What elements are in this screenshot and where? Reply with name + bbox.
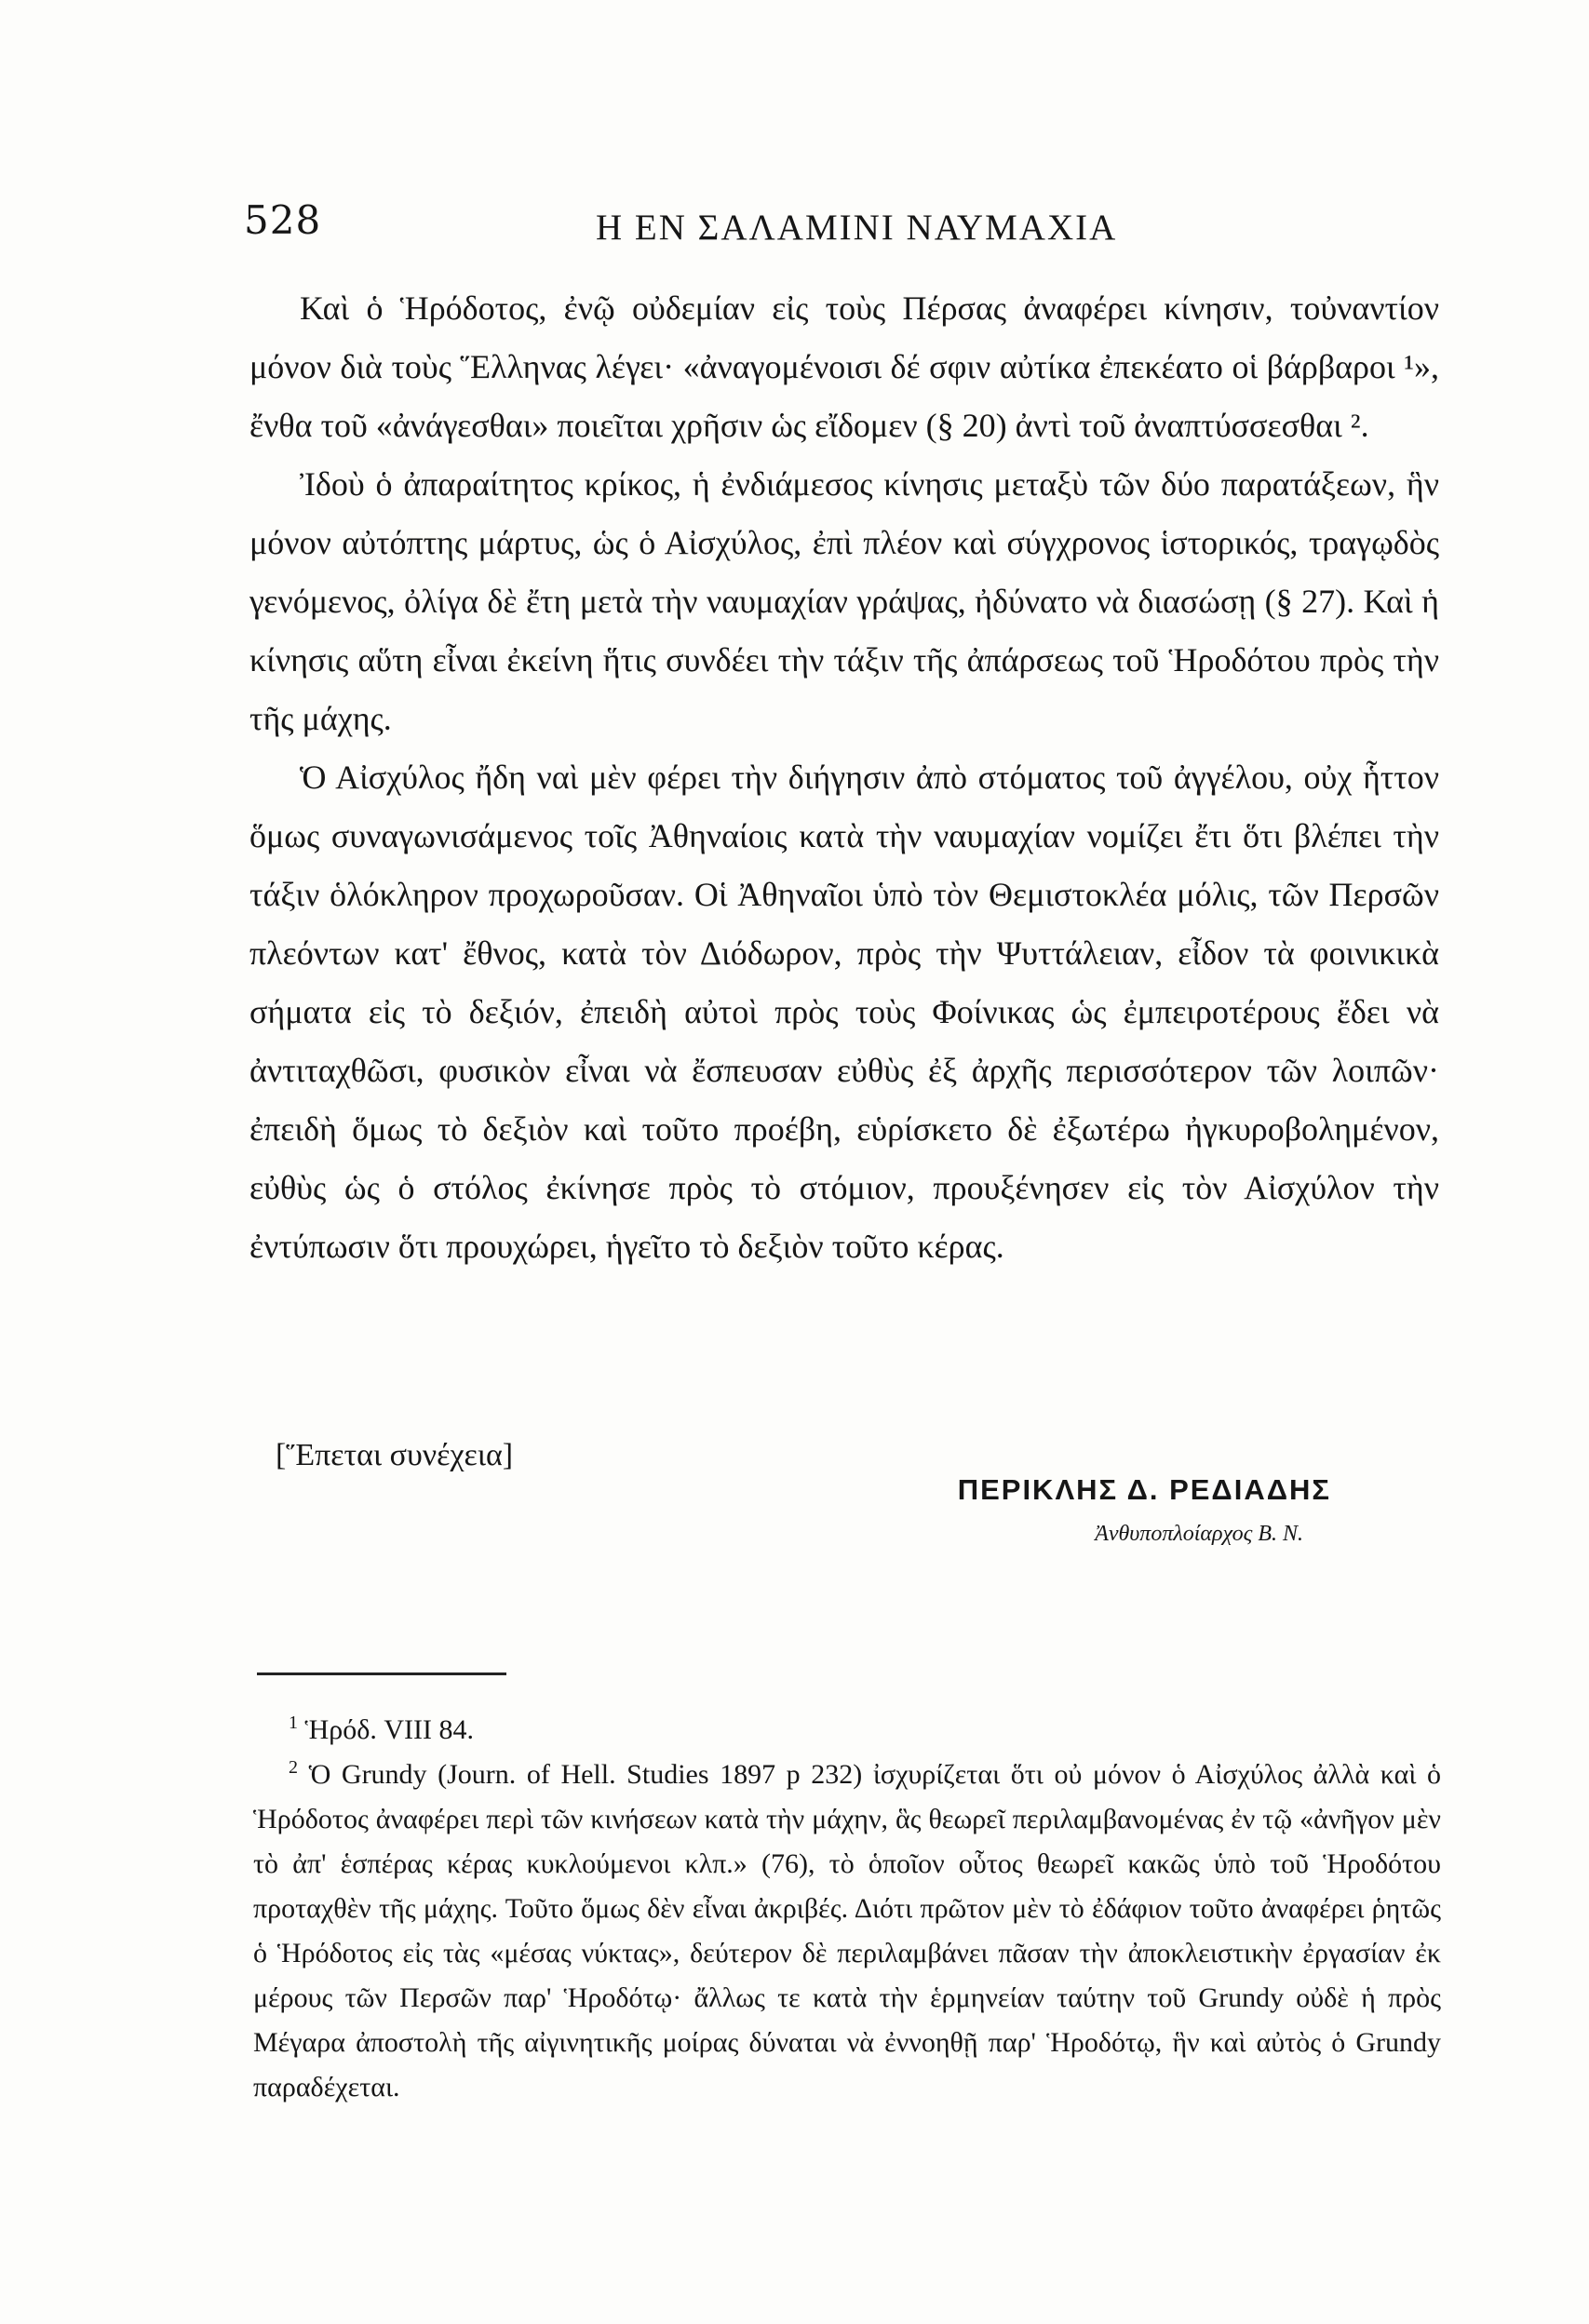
footnote-text: Ὁ Grundy (Journ. of Hell. Studies 1897 p 232) ἰσχυρίζεται ὅτι οὐ μόνον ὁ Αἰσχύλος ἀλλὰ καὶ ὁ Ἡρόδοτος ἀναφέρει περὶ τῶν κινήσεων κατὰ τὴν μάχην, ἃς θεωρεῖ περιλαμβανομένας ἐν τῷ «ἀνῆγον μὲν τὸ ἀπ' ἑσπέρας κέρας κυκλούμενοι κλπ.» (76), τὸ ὁποῖον οὗτος θεωρεῖ κακῶς ὑπὸ τοῦ Ἡροδότου προταχθὲν τῆς μάχης. Τοῦτο ὅμως δὲν εἶναι ἀκριβές. Διότι πρῶτον μὲν τὸ ἐδάφιον τοῦτο ἀναφέρει ῥητῶς ὁ Ἡρόδοτος εἰς τὰς «μέσας νύκτας», δεύτερον δὲ περιλαμβάνει πᾶσαν τὴν ἀποκλειστικὴν ἐργασίαν ἐκ μέρους τῶν Περσῶν παρ' Ἡροδότῳ· ἄλλως τε κατὰ τὴν ἑρμηνείαν ταύτην τοῦ Grundy οὐδὲ ἡ πρὸς Μέγαρα ἀποστολὴ τῆς αἰγινητικῆς μοίρας δύναται νὰ ἐννοηθῇ παρ' Ἡροδότῳ, ἣν καὶ αὐτὸς ὁ Grundy παραδέχεται. [253,1759,1442,2102]
author-rank: Ἀνθυποπλοίαρχος Β. Ν. [1095,1522,1303,1546]
body-text [249,279,1439,1276]
footnote [253,1708,1441,1753]
footnote-text: Ἡρόδ. VIII 84. [304,1714,475,1745]
footnote [253,1753,1441,2110]
footnotes [253,1708,1441,2110]
page-number: 528 [244,197,322,243]
footnote-divider [257,1672,506,1675]
author-name: ΠΕΡΙΚΛΗΣ Δ. ΡΕΔΙΑΔΗΣ [957,1473,1331,1506]
footnote-mark: 2 [289,1757,298,1778]
paragraph: Καὶ ὁ Ἡρόδοτος, ἐνῷ οὐδεμίαν εἰς τοὺς Πέρσας ἀναφέρει κίνησιν, τοὐναντίον μόνον διὰ τοὺς Ἕλληνας λέγει· «ἀναγομένοισι δέ σφιν αὐτίκα ἐπεκέατο οἱ βάρβαροι ¹», ἔνθα τοῦ «ἀνάγεσθαι» ποιεῖται χρῆσιν ὡς εἴδομεν (§ 20) ἀντὶ τοῦ ἀναπτύσσεσθαι ². [249,289,1439,444]
paragraph: Ὁ Αἰσχύλος ἤδη ναὶ μὲν φέρει τὴν διήγησιν ἀπὸ στόματος τοῦ ἀγγέλου, οὐχ ἧττον ὅμως συναγωνισάμενος τοῖς Ἀθηναίοις κατὰ τὴν ναυμαχίαν νομίζει ἔτι ὅτι βλέπει τὴν τάξιν ὁλόκληρον προχωροῦσαν. Οἱ Ἀθηναῖοι ὑπὸ τὸν Θεμιστοκλέα μόλις, τῶν Περσῶν πλεόντων κατ' ἔθνος, κατὰ τὸν Διόδωρον, πρὸς τὴν Ψυττάλειαν, εἶδον τὰ φοινικικὰ σήματα εἰς τὸ δεξιόν, ἐπειδὴ αὐτοὶ πρὸς τοὺς Φοίνικας ὡς ἐμπειροτέρους ἔδει νὰ ἀντιταχθῶσι, φυσικὸν εἶναι νὰ ἔσπευσαν εὐθὺς ἐξ ἀρχῆς περισσότερον τῶν λοιπῶν· ἐπειδὴ ὅμως τὸ δεξιὸν καὶ τοῦτο προέβη, εὑρίσκετο δὲ ἐξωτέρω ἠγκυροβολημένον, εὐθὺς ὡς ὁ στόλος ἐκίνησε πρὸς τὸ στόμιον, προυξένησεν εἰς τὸν Αἰσχύλον τὴν ἐντύπωσιν ὅτι προυχώρει, ἡγεῖτο τὸ δεξιὸν τοῦτο κέρας. [249,759,1439,1265]
footnote-mark: 1 [289,1713,298,1733]
continued-note: [Ἕπεται συνέχεια] [276,1438,514,1472]
running-title: Η ΕΝ ΣΑΛΑΜΙΝΙ ΝΑΥΜΑΧΙΑ [596,208,1118,248]
paragraph: Ἰδοὺ ὁ ἀπαραίτητος κρίκος, ἡ ἐνδιάμεσος κίνησις μεταξὺ τῶν δύο παρατάξεων, ἣν μόνον αὐτόπτης μάρτυς, ὡς ὁ Αἰσχύλος, ἐπὶ πλέον καὶ σύγχρονος ἱστορικός, τραγῳδὸς γενόμενος, ὀλίγα δὲ ἔτη μετὰ τὴν ναυμαχίαν γράψας, ἠδύνατο νὰ διασώσῃ (§ 27). Καὶ ἡ κίνησις αὕτη εἶναι ἐκείνη ἥτις συνδέει τὴν τάξιν τῆς ἀπάρσεως τοῦ Ἡροδότου πρὸς τὴν τῆς μάχης. [249,465,1439,737]
